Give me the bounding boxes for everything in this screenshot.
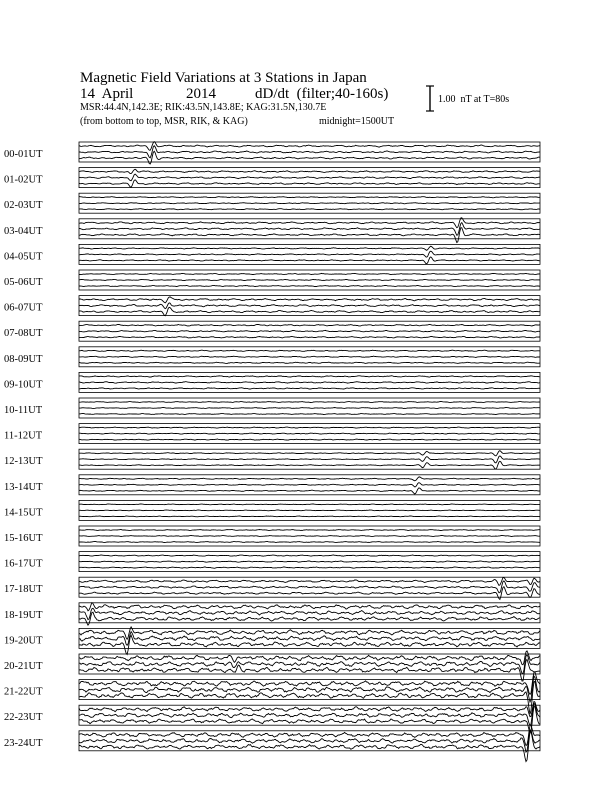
trace-RIK [79, 223, 540, 236]
panel-08-09UT [4, 347, 540, 367]
trace-MSR [79, 567, 540, 568]
trace-MSR [79, 336, 540, 338]
panel-17-18UT [4, 577, 540, 599]
trace-RIK [79, 303, 540, 309]
panel-label: 23-24UT [4, 737, 43, 749]
trace-RIK [79, 433, 540, 434]
panel-22-23UT [4, 702, 540, 734]
trace-KAG [79, 504, 540, 505]
trace-MSR [79, 307, 540, 315]
panel-label: 06-07UT [4, 302, 43, 314]
panel-label: 20-21UT [4, 661, 43, 672]
trace-RIK [79, 510, 540, 511]
trace-MSR [79, 516, 540, 517]
trace-KAG [79, 324, 540, 326]
panel-label: 19-20UT [4, 635, 43, 647]
panel-07-08UT [4, 321, 540, 341]
filter-label: dD/dt (filter;40-160s) [255, 86, 389, 102]
panel-02-03UT [4, 193, 540, 213]
trace-KAG [79, 350, 540, 351]
trace-MSR [79, 362, 540, 363]
trace-RIK [79, 408, 540, 409]
trace-RIK [79, 146, 540, 158]
trace-MSR [79, 209, 540, 210]
trace-RIK [79, 456, 540, 463]
trace-RIK [79, 483, 540, 487]
trace-KAG [79, 451, 540, 456]
station-coordinates: MSR:44.4N,142.3E; RIK:43.5N,143.8E; KAG:31.5N,130.7E [80, 102, 327, 113]
trace-MSR [79, 732, 540, 762]
trace-KAG [79, 603, 540, 611]
panel-04-05UT [4, 244, 540, 264]
trace-MSR [79, 439, 540, 440]
chart-title: Magnetic Field Variations at 3 Stations in Japan [80, 70, 367, 86]
panel-12-13UT [4, 449, 540, 469]
panel-label: 10-11UT [4, 405, 43, 416]
midnight-note: midnight=1500UT [319, 116, 395, 127]
panel-label: 22-23UT [4, 712, 43, 724]
trace-KAG [79, 246, 540, 250]
year-label: 2014 [186, 86, 216, 102]
trace-RIK [79, 279, 540, 280]
scale-label: 1.00 nT at T=80s [438, 94, 510, 105]
panel-06-07UT [4, 296, 540, 316]
trace-RIK [79, 251, 540, 257]
trace-KAG [79, 530, 540, 531]
panel-05-06UT [4, 270, 540, 290]
trace-KAG [79, 427, 540, 428]
trace-RIK [79, 608, 540, 619]
panel-label: 13-14UT [4, 481, 43, 493]
panel-20-21UT [4, 651, 540, 681]
trace-RIK [79, 581, 540, 593]
trace-MSR [79, 257, 540, 264]
panel-16-17UT [4, 552, 540, 572]
trace-MSR [79, 488, 540, 494]
panel-18-19UT [4, 603, 540, 626]
panel-label: 21-22UT [4, 686, 43, 698]
trace-KAG [79, 197, 540, 198]
hour-panels [4, 142, 540, 762]
panel-label: 04-05UT [4, 251, 43, 263]
trace-MSR [79, 180, 540, 187]
panel-00-01UT [4, 142, 540, 164]
panel-label: 16-17UT [4, 558, 43, 570]
trace-KAG [79, 218, 540, 228]
panel-23-24UT [4, 725, 540, 762]
scale-bar-icon [426, 86, 434, 111]
trace-MSR [79, 228, 540, 243]
trace-MSR [79, 286, 540, 287]
trace-RIK [79, 174, 540, 181]
panel-label: 00-01UT [4, 149, 43, 160]
panel-label: 17-18UT [4, 584, 43, 596]
trace-KAG [79, 477, 540, 481]
trace-MSR [79, 414, 540, 415]
panel-label: 09-10UT [4, 379, 43, 391]
trace-KAG [79, 169, 540, 173]
panel-10-11UT [4, 398, 540, 418]
panel-19-20UT [4, 627, 540, 655]
panel-label: 01-02UT [4, 174, 43, 186]
date-label: 14 April [80, 86, 134, 102]
trace-MSR [79, 461, 540, 469]
panel-label: 07-08UT [4, 328, 43, 340]
panel-label: 11-12UT [4, 430, 43, 442]
trace-RIK [79, 330, 540, 332]
panel-21-22UT [4, 672, 540, 714]
trace-MSR [79, 388, 540, 389]
panel-label: 18-19UT [4, 609, 43, 621]
trace-KAG [79, 402, 540, 403]
trace-KAG [79, 273, 540, 274]
trace-RIK [79, 203, 540, 204]
panel-label: 05-06UT [4, 277, 43, 288]
panel-14-15UT [4, 500, 540, 520]
panel-09-10UT [4, 372, 540, 392]
trace-MSR [79, 542, 540, 543]
panel-label: 12-13UT [4, 456, 43, 468]
trace-RIK [79, 536, 540, 537]
trace-RIK [79, 561, 540, 562]
trace-KAG [79, 578, 540, 586]
panel-label: 15-16UT [4, 533, 43, 544]
panel-label: 08-09UT [4, 353, 43, 365]
trace-KAG [79, 376, 540, 377]
panel-label: 14-15UT [4, 507, 43, 519]
panel-15-16UT [4, 526, 540, 546]
panel-label: 03-04UT [4, 225, 43, 237]
panel-01-02UT [4, 168, 540, 188]
trace-order-note: (from bottom to top, MSR, RIK, & KAG) [80, 116, 248, 127]
trace-RIK [79, 382, 540, 384]
trace-KAG [79, 555, 540, 556]
trace-KAG [79, 142, 540, 151]
panel-03-04UT [4, 218, 540, 243]
panel-13-14UT [4, 475, 540, 495]
trace-KAG [79, 297, 540, 303]
trace-RIK [79, 356, 540, 357]
panel-11-12UT [4, 424, 540, 444]
panel-label: 02-03UT [4, 200, 43, 212]
